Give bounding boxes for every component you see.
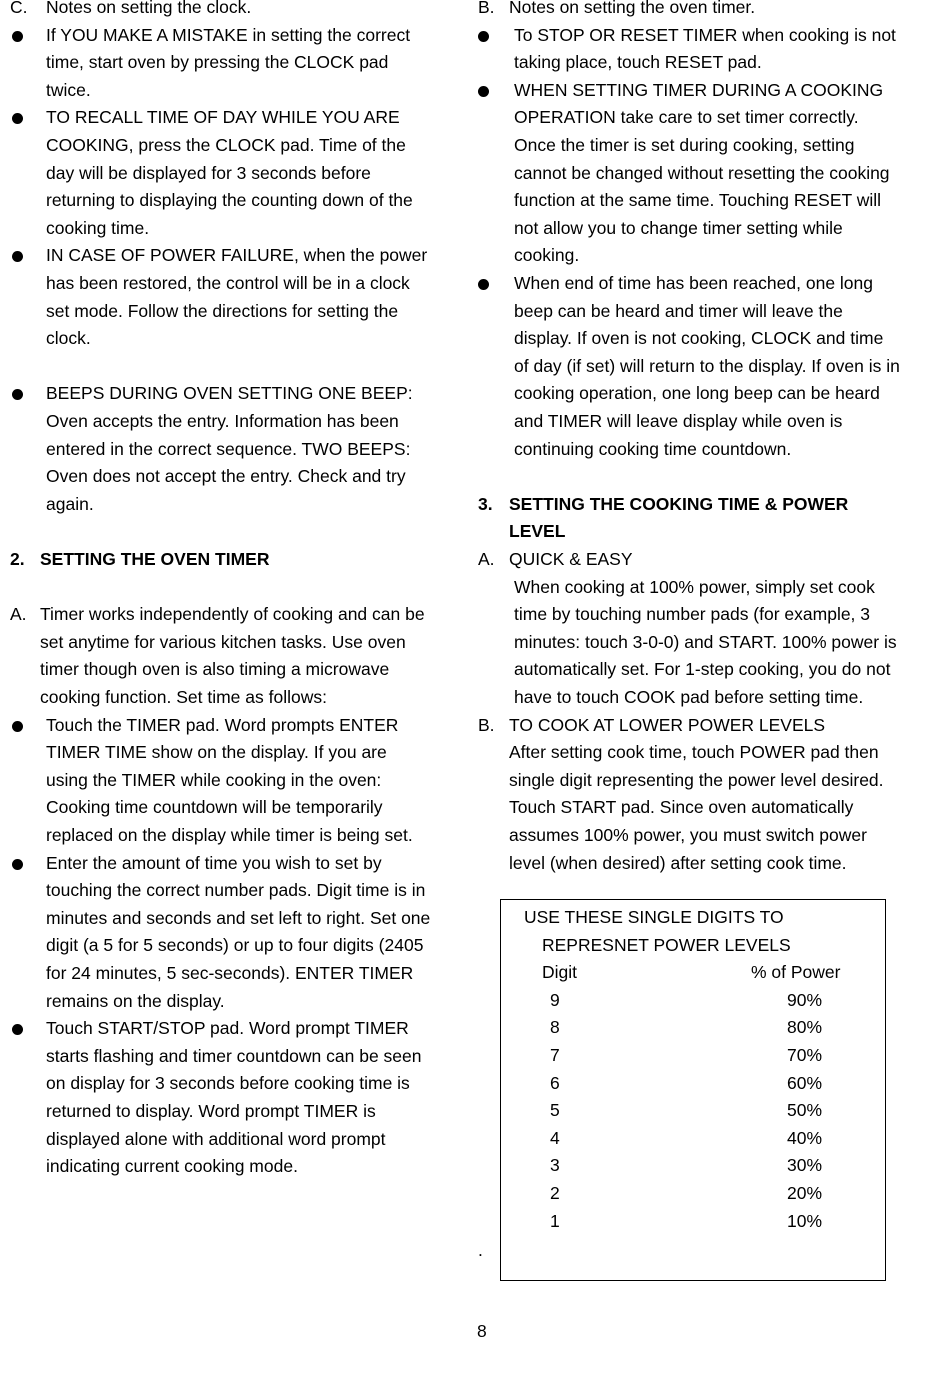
table-cell-digit: 3 [550, 1155, 560, 1176]
bullet-text-line: indicating current cooking mode. [46, 1156, 298, 1177]
table-cell-digit: 7 [550, 1045, 560, 1065]
bullet-text-line: To STOP OR RESET TIMER when cooking is not [514, 24, 896, 45]
quick-easy-text-line: automatically set. For 1-step cooking, you do not [514, 659, 891, 680]
section-a-text-line: timer though oven is also timing a microwave [40, 659, 390, 680]
bullet-text-line: not allow you to change timer setting while [514, 217, 843, 238]
column-header-digit: Digit [542, 962, 578, 983]
bullet-text-line: cooking time. [46, 217, 150, 238]
table-cell-power: 40% [787, 1127, 823, 1148]
bullet-icon [478, 31, 489, 42]
quick-easy-title: QUICK & EASY [509, 549, 633, 569]
bullet-text-line: taking place, touch RESET pad. [514, 52, 762, 73]
table-heading-line: REPRESNET POWER LEVELS [542, 934, 791, 955]
quick-easy-marker: A. [478, 549, 495, 569]
section-c-marker: C. [10, 0, 28, 17]
bullet-text-line: set mode. Follow the directions for setting the [46, 300, 399, 321]
bullet-text-line: and TIMER will leave display while oven is [514, 411, 843, 431]
bullet-text-line: displayed alone with additional word prompt [46, 1128, 386, 1149]
table-cell-digit: 2 [550, 1183, 560, 1203]
section-2-number: 2. [10, 549, 25, 569]
bullet-text-line: for 24 minutes, 5 sec-seconds). ENTER TIMER [46, 963, 414, 983]
bullet-text-line: on display for 3 seconds before cooking time is [46, 1073, 410, 1094]
quick-easy-text-line: When cooking at 100% power, simply set cook [514, 576, 875, 597]
section-b-title: Notes on setting the oven timer. [509, 0, 756, 17]
table-heading-line: USE THESE SINGLE DIGITS TO [524, 907, 784, 927]
table-cell-digit: 4 [550, 1127, 560, 1148]
bullet-text-line: Touch the TIMER pad. Word prompts ENTER [46, 714, 399, 735]
table-cell-power: 10% [787, 1210, 823, 1231]
bullet-text-line: IN CASE OF POWER FAILURE, when the power [46, 245, 428, 266]
bullet-icon [12, 251, 23, 262]
bullet-text-line: Oven accepts the entry. Information has been [46, 411, 399, 431]
table-cell-power: 90% [787, 989, 823, 1010]
quick-easy-text-line: minutes: touch 3-0-0) and START. 100% power is [514, 631, 897, 652]
bullet-text-line: Cooking time countdown will be temporarily [46, 797, 383, 818]
lower-power-text-line: assumes 100% power, you must switch power [509, 825, 867, 845]
bullet-text-line: twice. [46, 79, 91, 100]
section-b-marker: B. [478, 0, 495, 17]
table-cell-power: 60% [787, 1072, 823, 1093]
bullet-text-line: digit (a 5 for 5 seconds) or up to four digits (2405 [46, 935, 424, 956]
bullet-text-line: function at the same time. Touching RESET will [514, 190, 882, 211]
quick-easy-text-line: have to touch COOK pad before setting time. [514, 687, 864, 707]
table-cell-digit: 5 [550, 1100, 560, 1121]
bullet-text-line: TIMER TIME show on the display. If you are [46, 742, 387, 763]
bullet-text-line: Touch START/STOP pad. Word prompt TIMER [46, 1018, 409, 1039]
bullet-icon [478, 279, 489, 290]
bullet-text-line: time, start oven by pressing the CLOCK pad [46, 52, 389, 73]
bullet-icon [12, 113, 23, 124]
bullet-text-line: When end of time has been reached, one long [514, 273, 873, 293]
section-3-title-line: SETTING THE COOKING TIME & POWER [509, 493, 849, 514]
bullet-text-line: remains on the display. [46, 990, 225, 1011]
lower-power-text-line: level (when desired) after setting cook time. [509, 852, 847, 873]
table-cell-digit: 6 [550, 1072, 560, 1093]
bullet-text-line: continuing cooking time countdown. [514, 438, 792, 459]
bullet-text-line: Oven does not accept the entry. Check and try [46, 466, 406, 487]
bullet-text-line: entered in the correct sequence. TWO BEEPS: [46, 438, 411, 459]
bullet-text-line: of day (if set) will return to the display. If oven is in [514, 355, 900, 376]
bullet-text-line: touching the correct number pads. Digit time is in [46, 880, 426, 901]
section-3-number: 3. [478, 493, 493, 514]
section-a-text-line: Timer works independently of cooking and can be [40, 604, 425, 625]
bullet-text-line: beep can be heard and timer will leave the [514, 300, 843, 321]
bullet-text-line: display. If oven is not cooking, CLOCK and time [514, 328, 884, 349]
bullet-text-line: cooking operation, one long beep can be heard [514, 383, 880, 404]
table-cell-digit: 9 [550, 989, 560, 1010]
bullet-text-line: WHEN SETTING TIMER DURING A COOKING [514, 79, 884, 100]
table-cell-power: 80% [787, 1017, 823, 1038]
bullet-text-line: using the TIMER while cooking in the oven: [46, 769, 382, 790]
bullet-text-line: replaced on the display while timer is being set. [46, 825, 413, 845]
section-2-title: SETTING THE OVEN TIMER [40, 549, 270, 569]
section-c-title: Notes on setting the clock. [46, 0, 252, 17]
bullet-icon [12, 389, 23, 400]
power-level-table [500, 899, 886, 1281]
bullet-text-line: returned to display. Word prompt TIMER is [46, 1101, 376, 1121]
bullet-text-line: cannot be changed without resetting the cooking [514, 162, 890, 183]
table-cell-power: 30% [787, 1155, 823, 1176]
bullet-icon [12, 31, 23, 42]
bullet-text-line: again. [46, 493, 94, 514]
bullet-text-line: cooking. [514, 245, 580, 266]
lower-power-text-line: single digit representing the power level desired. [509, 769, 884, 790]
section-a-text-line: set anytime for various kitchen tasks. Use oven [40, 631, 406, 652]
bullet-text-line: Once the timer is set during cooking, setting [514, 135, 855, 155]
table-cell-digit: 1 [550, 1210, 560, 1231]
table-cell-power: 50% [787, 1100, 823, 1121]
bullet-text-line: has been restored, the control will be in a clock [46, 273, 410, 293]
bullet-text-line: BEEPS DURING OVEN SETTING ONE BEEP: [46, 383, 413, 404]
bullet-text-line: clock. [46, 328, 91, 349]
bullet-icon [12, 1024, 23, 1035]
bullet-icon [12, 859, 23, 870]
lower-power-text-line: After setting cook time, touch POWER pad then [509, 742, 879, 763]
bullet-icon [478, 86, 489, 97]
bullet-text-line: COOKING, press the CLOCK pad. Time of the [46, 135, 406, 155]
bullet-text-line: returning to displaying the counting down of the [46, 190, 413, 211]
section-a-text-line: cooking function. Set time as follows: [40, 687, 327, 707]
lower-power-marker: B. [478, 714, 495, 735]
page-number: 8 [477, 1321, 487, 1341]
table-cell-digit: 8 [550, 1017, 560, 1038]
section-a-marker: A. [10, 604, 27, 625]
quick-easy-text-line: time by touching number pads (for example, 3 [514, 604, 871, 625]
table-cell-power: 70% [787, 1045, 823, 1065]
stray-dot: . [478, 1240, 483, 1260]
column-header-power: % of Power [751, 962, 841, 983]
bullet-text-line: day will be displayed for 3 seconds before [46, 162, 371, 183]
bullet-text-line: OPERATION take care to set timer correctly. [514, 107, 859, 128]
table-cell-power: 20% [787, 1183, 823, 1203]
lower-power-title: TO COOK AT LOWER POWER LEVELS [509, 714, 826, 735]
bullet-text-line: starts flashing and timer countdown can be seen [46, 1045, 422, 1066]
bullet-text-line: TO RECALL TIME OF DAY WHILE YOU ARE [46, 107, 400, 128]
bullet-icon [12, 721, 23, 732]
lower-power-text-line: Touch START pad. Since oven automatically [509, 797, 854, 818]
bullet-text-line: If YOU MAKE A MISTAKE in setting the correct [46, 24, 411, 45]
bullet-text-line: minutes and seconds and set left to right. Set one [46, 907, 431, 928]
bullet-text-line: Enter the amount of time you wish to set by [46, 852, 382, 873]
section-3-title-line: LEVEL [509, 521, 566, 542]
